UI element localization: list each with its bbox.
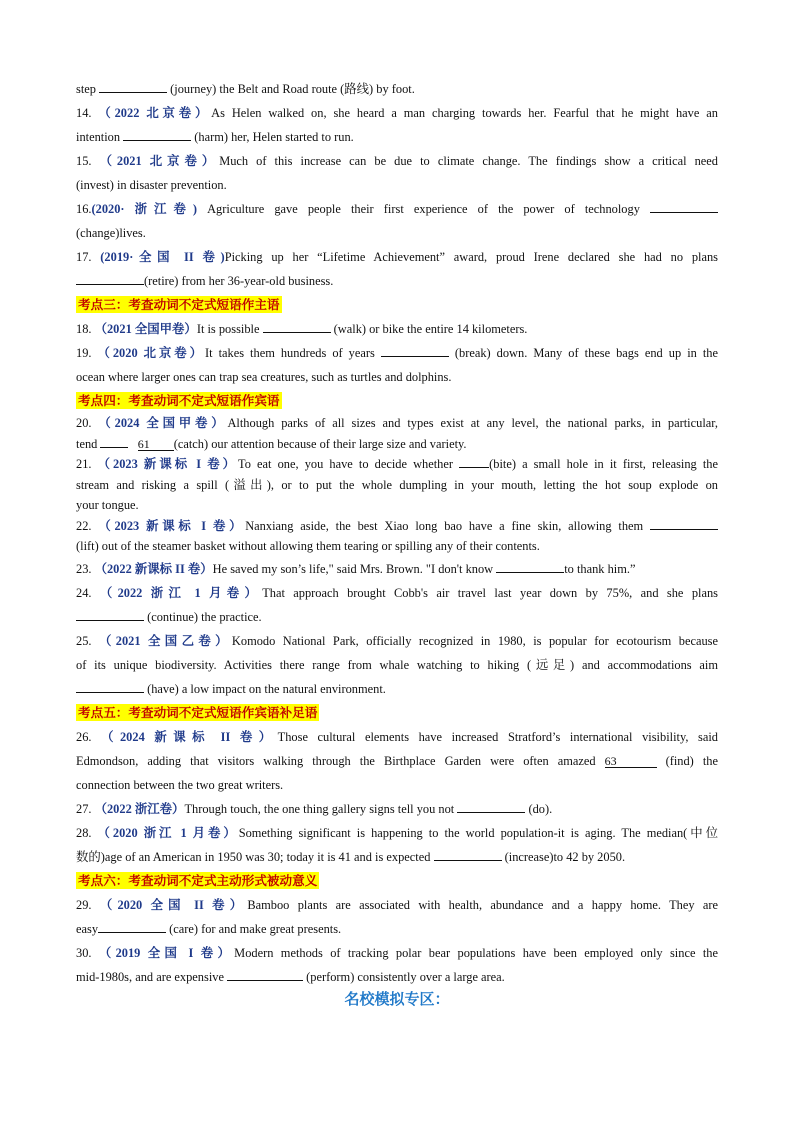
question-number: 14. bbox=[76, 106, 99, 120]
text: step bbox=[76, 82, 100, 96]
answer-blank[interactable] bbox=[227, 968, 303, 981]
question-22 bbox=[76, 516, 718, 557]
text: Something significant is happening to the world population-it is aging. The median(中位 bbox=[238, 825, 718, 840]
source-tag: （2022 北京卷） bbox=[98, 106, 212, 120]
source-tag: （2023 新课标 I 卷） bbox=[98, 518, 246, 533]
text: Modern methods of tracking polar bear populations have been employed only since the bbox=[234, 945, 718, 960]
source-tag: （2020 浙江 1 月卷） bbox=[97, 825, 239, 840]
question-18 bbox=[76, 317, 718, 341]
question-26 bbox=[76, 725, 718, 797]
text: Much of this increase can be due to climate change. The findings show a critical need bbox=[219, 154, 718, 168]
source-tag: (2020· 浙江卷) bbox=[91, 202, 197, 216]
text: (lift) out of the steamer basket without allowing them tearing or spilling any of their contents. bbox=[76, 539, 540, 553]
text: your tongue. bbox=[76, 498, 139, 512]
source-tag: （2022 浙江卷） bbox=[94, 801, 185, 816]
source-tag: （2021 全国甲卷） bbox=[94, 322, 197, 336]
question-27 bbox=[76, 797, 718, 821]
question-14 bbox=[76, 101, 718, 149]
text: (care) for and make great presents. bbox=[166, 921, 342, 936]
text: Agriculture gave people their first experience of the power of technology bbox=[197, 202, 650, 216]
text: easy bbox=[76, 921, 99, 936]
text: To eat one, you have to decide whether bbox=[238, 457, 460, 471]
question-19 bbox=[76, 341, 718, 389]
text: (invest) in disaster prevention. bbox=[76, 178, 227, 192]
answer-blank[interactable] bbox=[434, 848, 502, 861]
question-29 bbox=[76, 893, 718, 941]
text: 数的)age of an American in 1950 was 30; today it is 41 and is expected bbox=[76, 849, 434, 864]
section-heading-6: 考点六：考查动词不定式主动形式被动意义 bbox=[78, 872, 318, 888]
question-21 bbox=[76, 454, 718, 516]
text: to thank him.” bbox=[564, 561, 636, 576]
question-25 bbox=[76, 629, 718, 701]
question-16 bbox=[76, 197, 718, 245]
text: Picking up her “Lifetime Achievement” award, proud Irene declared she had no plans bbox=[224, 250, 719, 264]
question-number: 20. bbox=[76, 416, 99, 430]
answer-blank[interactable] bbox=[459, 455, 489, 468]
text: (find) the bbox=[656, 753, 718, 768]
source-tag: （2023 新课标 I 卷） bbox=[97, 457, 239, 471]
text: It takes them hundreds of years bbox=[204, 346, 381, 360]
text: mid-1980s, and are expensive bbox=[76, 969, 228, 984]
answer-blank[interactable] bbox=[76, 608, 144, 621]
source-tag: （2022 浙江 1 月卷） bbox=[99, 585, 263, 600]
text: intention bbox=[76, 130, 124, 144]
answer-blank[interactable] bbox=[457, 800, 525, 813]
question-number: 17. bbox=[76, 250, 101, 264]
question-number: 29. bbox=[76, 897, 100, 912]
section-heading-4: 考点四：考查动词不定式短语作宾语 bbox=[78, 393, 280, 408]
text: (walk) or bike the entire 14 kilometers. bbox=[330, 322, 528, 336]
question-24 bbox=[76, 581, 718, 629]
text: (do). bbox=[525, 801, 553, 816]
question-17 bbox=[76, 245, 718, 293]
question-number: 16. bbox=[76, 202, 92, 216]
answer-blank[interactable] bbox=[496, 560, 564, 573]
text: He saved my son’s life," said Mrs. Brown. "I don't know bbox=[212, 561, 497, 576]
question-30 bbox=[76, 941, 718, 989]
question-number: 15. bbox=[76, 154, 100, 168]
question-number: 27. bbox=[76, 801, 95, 816]
question-number: 21. bbox=[76, 457, 98, 471]
text: (break) down. Many of these bags end up in the bbox=[448, 346, 718, 360]
source-tag: （2019 全国 I 卷） bbox=[98, 945, 235, 960]
text: It is possible bbox=[196, 322, 263, 336]
question-28 bbox=[76, 821, 718, 869]
question-number: 30. bbox=[76, 945, 99, 960]
question-23 bbox=[76, 557, 718, 581]
answer-blank[interactable] bbox=[98, 920, 166, 933]
text: ocean where larger ones can trap sea creatures, such as turtles and dolphins. bbox=[76, 370, 452, 384]
source-tag: （2024 新课标 II 卷） bbox=[101, 729, 278, 744]
source-tag: （2024 全国甲卷） bbox=[98, 416, 228, 430]
text: (perform) consistently over a large area. bbox=[303, 969, 505, 984]
text: connection between the two great writers. bbox=[76, 777, 284, 792]
text: Nanxiang aside, the best Xiao long bao have a fine skin, allowing them bbox=[245, 518, 650, 533]
answer-blank[interactable] bbox=[650, 517, 718, 530]
text: (increase)to 42 by 2050. bbox=[501, 849, 626, 864]
source-tag: （2020 北京卷） bbox=[97, 346, 205, 360]
section-heading-3: 考点三：考查动词不定式短语作主语 bbox=[78, 297, 280, 312]
text: of its unique biodiversity. Activities there range from whale watching to hiking (远足) and accommodations aim bbox=[76, 657, 718, 672]
answer-blank[interactable] bbox=[76, 680, 144, 693]
question-20 bbox=[76, 413, 718, 454]
text: (harm) her, Helen started to run. bbox=[191, 130, 354, 144]
text: (bite) a small hole in it first, releasing the bbox=[489, 457, 718, 471]
question-number: 22. bbox=[76, 518, 99, 533]
answer-blank[interactable] bbox=[99, 80, 167, 93]
answer-blank[interactable] bbox=[381, 344, 449, 357]
answer-blank[interactable] bbox=[76, 272, 144, 285]
question-15 bbox=[76, 149, 718, 197]
source-tag: （2021 全国乙卷） bbox=[98, 633, 232, 648]
text: As Helen walked on, she heard a man charging towards her. Fearful that he might have an bbox=[211, 106, 718, 120]
question-number: 18. bbox=[76, 322, 95, 336]
question-number: 23. bbox=[76, 561, 95, 576]
question-13-tail bbox=[76, 77, 718, 101]
answer-blank[interactable] bbox=[263, 320, 331, 333]
answer-blank-61[interactable]: 61 bbox=[138, 438, 174, 451]
source-tag: （2021 北京卷） bbox=[99, 154, 220, 168]
text: tend bbox=[76, 436, 101, 451]
text: (catch) our attention because of their large size and variety. bbox=[173, 436, 467, 451]
answer-blank[interactable] bbox=[123, 128, 191, 141]
text: stream and risking a spill (溢出), or to put the whole dumpling in your mouth, letting the hot soup explode on bbox=[76, 477, 718, 492]
source-tag: （2020 全国 II 卷） bbox=[99, 897, 248, 912]
text: Those cultural elements have increased Stratford’s international visibility, said bbox=[277, 729, 719, 744]
question-number: 25. bbox=[76, 633, 99, 648]
text: (have) a low impact on the natural environment. bbox=[144, 681, 386, 696]
question-number: 28. bbox=[76, 825, 98, 840]
text: Through touch, the one thing gallery signs tell you not bbox=[184, 801, 458, 816]
question-list bbox=[76, 77, 718, 989]
question-number: 19. bbox=[76, 346, 98, 360]
text: (change)lives. bbox=[76, 226, 146, 240]
section-heading-5: 考点五：考查动词不定式短语作宾语补足语 bbox=[78, 704, 318, 720]
answer-blank[interactable] bbox=[100, 435, 128, 448]
question-number: 24. bbox=[76, 585, 100, 600]
answer-blank[interactable] bbox=[650, 200, 718, 213]
mock-exam-zone-heading: 名校模拟专区： bbox=[344, 990, 450, 1008]
text: (journey) the Belt and Road route (路线) by foot. bbox=[167, 82, 415, 96]
text: Bamboo plants are associated with health, abundance and a happy home. They are bbox=[247, 897, 719, 912]
text: Although parks of all sizes and types exist at any level, the national parks, in particular, bbox=[227, 416, 718, 430]
text: (retire) from her 36-year-old business. bbox=[144, 274, 334, 288]
text: Komodo National Park, officially recognized in 1980, is popular for ecotourism because bbox=[231, 633, 718, 648]
text: (continue) the practice. bbox=[144, 609, 262, 624]
question-number: 26. bbox=[76, 729, 102, 744]
source-tag: （2022 新课标 II 卷） bbox=[94, 561, 213, 576]
text: Edmondson, adding that visitors walking through the Birthplace Garden were often amazed bbox=[76, 753, 605, 768]
source-tag: (2019·全国 II 卷) bbox=[100, 250, 225, 264]
answer-blank-63[interactable]: 63 bbox=[605, 755, 657, 768]
text: That approach brought Cobb's air travel last year down by 75%, and she plans bbox=[262, 585, 718, 600]
